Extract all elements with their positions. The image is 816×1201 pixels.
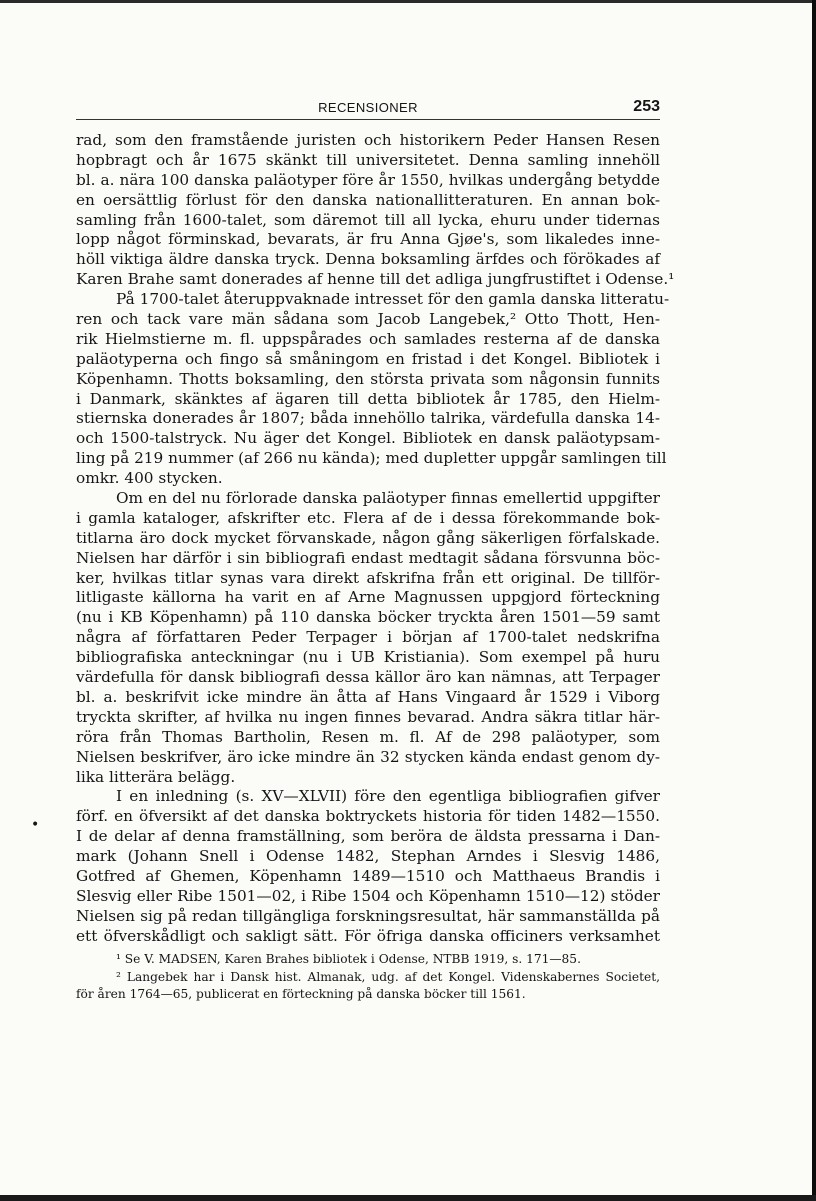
text-line: I de delar af denna framställning, som beröra de äldsta pressarna i Dan- <box>76 827 660 846</box>
body-text <box>76 131 675 947</box>
text-line: i Danmark, skänktes af ägaren till detta bibliotek år 1785, den Hielm- <box>76 389 660 408</box>
text-line: På 1700-talet återuppvaknade intresset för den gamla danska litteratu- <box>116 290 670 309</box>
text-line: och 1500-talstryck. Nu äger det Kongel. Bibliotek en dansk paläotypsam- <box>76 429 660 448</box>
text-line: i gamla kataloger, afskrifter etc. Flera af de i dessa förekommande bok- <box>76 508 660 527</box>
footnote: för åren 1764—65, publicerat en förteckning på danska böcker till 1561. <box>76 987 526 1001</box>
text-line: rad, som den framstående juristen och historikern Peder Hansen Resen <box>76 131 660 149</box>
text-line: Gotfred af Ghemen, Köpenhamn 1489—1510 och Matthaeus Brandis i <box>76 866 660 885</box>
text-line: hopbragt och år 1675 skänkt till universitetet. Denna samling innehöll <box>76 150 660 169</box>
footnotes <box>76 951 660 1004</box>
text-line: (nu i KB Köpenhamn) på 110 danska böcker tryckta åren 1501—59 samt <box>76 608 660 627</box>
header-rule <box>76 119 660 120</box>
footnote: ² Langebek har i Dansk hist. Almanak, udg. af det Kongel. Videnskabernes Societet, <box>116 969 660 984</box>
text-line: ker, hvilkas titlar synas vara direkt afskrifna från ett original. De tillför- <box>76 568 660 587</box>
text-line: titlarna äro dock mycket förvanskade, någon gång säkerligen förfalskade. <box>76 528 660 547</box>
text-line: mark (Johann Snell i Odense 1482, Stephan Arndes i Slesvig 1486, <box>76 847 660 866</box>
scan-edge-bottom <box>0 1195 816 1201</box>
margin-mark: • <box>31 817 40 833</box>
text-line: ren och tack vare män sådana som Jacob Langebek,² Otto Thott, Hen- <box>76 310 660 329</box>
text-line: Nielsen beskrifver, äro icke mindre än 32 stycken kända endast genom dy- <box>76 747 660 766</box>
text-line: paläotyperna och fingo så småningom en fristad i det Kongel. Bibliotek i <box>76 349 660 368</box>
page-number: 253 <box>633 98 660 115</box>
text-line: Nielsen sig på redan tillgängliga forskningsresultat, här sammanställda på <box>76 906 660 925</box>
footnote: ¹ Se V. MADSEN, Karen Brahes bibliotek i Odense, NTBB 1919, s. 171—85. <box>116 952 581 966</box>
text-line: Karen Brahe samt donerades af henne till det adliga jungfrustiftet i Odense.¹ <box>76 270 675 289</box>
text-line: rik Hielmstierne m. fl. uppspårades och samlades resterna af de danska <box>76 329 660 348</box>
text-line: höll viktiga äldre danska tryck. Denna boksamling ärfdes och förökades af <box>76 250 660 269</box>
text-line: en oersättlig förlust för den danska nationallitteraturen. En annan bok- <box>76 190 660 209</box>
text-line: stiernska donerades år 1807; båda innehöllo talrika, värdefulla danska 14- <box>76 409 660 428</box>
text-line: tryckta skrifter, af hvilka nu ingen finnes bevarad. Andra säkra titlar här- <box>76 707 660 726</box>
text-line: Köpenhamn. Thotts boksamling, den största privata som någonsin funnits <box>76 369 660 388</box>
scan-edge-top <box>0 0 816 3</box>
text-line: bibliografiska anteckningar (nu i UB Kristiania). Som exempel på huru <box>76 648 660 667</box>
page-header <box>76 96 660 124</box>
text-line: bl. a. beskrifvit icke mindre än åtta af Hans Vingaard år 1529 i Viborg <box>76 687 660 706</box>
running-head: RECENSIONER <box>318 100 418 115</box>
text-line: ling på 219 nummer (af 266 nu kända); med dupletter uppgår samlingen till <box>76 449 667 468</box>
scan-edge-right <box>812 0 816 1201</box>
text-line: lika litterära belägg. <box>76 767 236 786</box>
text-line: litligaste källorna ha varit en af Arne Magnussen uppgjord förteckning <box>76 588 660 607</box>
text-line: ett öfverskådligt och sakligt sätt. För öfriga danska officiners verksamhet <box>76 926 660 945</box>
text-line: lopp något förminskad, bevarats, är fru Anna Gjøe's, som likaledes inne- <box>76 230 660 249</box>
text-line: omkr. 400 stycken. <box>76 469 223 488</box>
text-line: Om en del nu förlorade danska paläotyper finnas emellertid uppgifter <box>116 489 660 508</box>
text-line: några af författaren Peder Terpager i början af 1700-talet nedskrifna <box>76 628 660 647</box>
text-line: bl. a. nära 100 danska paläotyper före år 1550, hvilkas undergång betydde <box>76 170 660 189</box>
text-line: förf. en öfversikt af det danska boktryckets historia för tiden 1482—1550. <box>76 807 660 826</box>
text-line: Slesvig eller Ribe 1501—02, i Ribe 1504 och Köpenhamn 1510—12) stöder <box>76 886 660 905</box>
text-line: I en inledning (s. XV—XLVII) före den egentliga bibliografien gifver <box>116 787 660 806</box>
text-line: Nielsen har därför i sin bibliografi endast medtagit sådana försvunna böc- <box>76 548 660 567</box>
text-line: samling från 1600-talet, som däremot till all lycka, ehuru under tidernas <box>76 210 660 229</box>
text-line: värdefulla för dansk bibliografi dessa källor äro kan nämnas, att Terpager <box>76 668 660 687</box>
text-line: röra från Thomas Bartholin, Resen m. fl. Af de 298 paläotyper, som <box>76 727 660 746</box>
